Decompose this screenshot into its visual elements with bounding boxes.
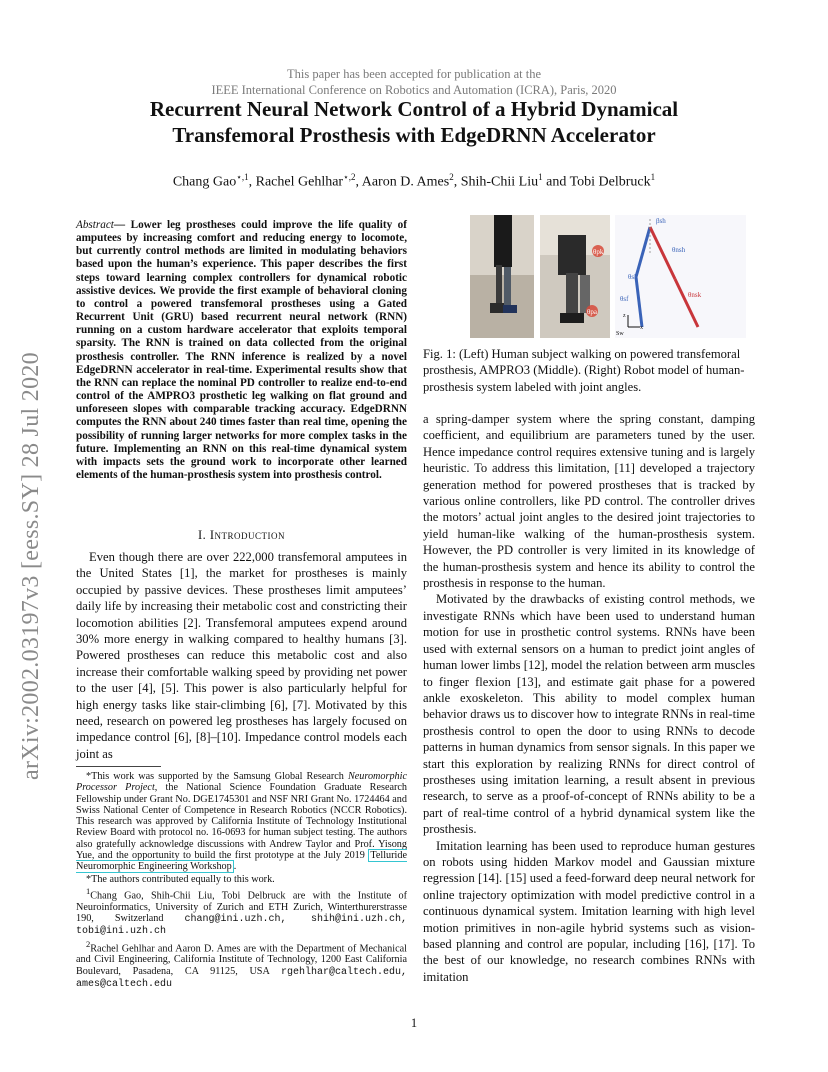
author-name: Rachel Gehlhar xyxy=(255,174,344,190)
author-name: Shih-Chii Liu xyxy=(460,174,539,190)
intro-paragraph-2: a spring-damper system where the spring constant, damping coefficient, and equilibrium are parameters tuned by the user. Hence impedance control requires extensive tuning and is largely heuristic. To address this limitation, [11] developed a trajectory generation method for powered prostheses that is tracked by various online controllers, like PD control. The controller drives the motors’ actual joint angles to the desired joint trajectories to yield human-like walking of the human-prosthesis system. However, the PD controller is very limited in its knowledge of the human-prosthesis system and hence its ability to control the prosthesis in response to the human. xyxy=(423,412,755,591)
author-name: Aaron D. Ames xyxy=(361,174,450,190)
abstract xyxy=(76,219,407,482)
intro-paragraph-1: Even though there are over 222,000 transfemoral amputees in the United States [1], the market for prostheses is mainly occupied by passive devices. These prostheses limit amputees’ daily life by increasing their metabolic cost and constricting their locomotion abilities [2]. Transfemoral amputees expend around 30% more energy in walking compared to healthy humans [3]. Powered prostheses can reduce this metabolic cost and also increase their comfortable walking speed by providing net power to the user [4], [5]. This power is also particularly helpful for high energy tasks like stair-climbing [6], [7]. Motivated by this need, research on powered leg prostheses has largely focused on impedance control [6], [8]–[10]. Impedance control models each joint as xyxy=(76,550,407,761)
author-affiliation: 2 xyxy=(449,172,454,182)
author-affiliation: 1 xyxy=(650,172,656,182)
title-line2: Transfemoral Prosthesis with EdgeDRNN Accelerator xyxy=(172,123,656,147)
author-affiliation: ⋆,1 xyxy=(236,172,249,182)
label-theta-sk: θsk xyxy=(628,273,638,281)
arxiv-identifier-stamp: arXiv:2002.03197v3 [eess.SY] 28 Jul 2020 xyxy=(18,352,44,780)
footnote-equal-contribution: *The authors contributed equally to this work. xyxy=(86,873,275,885)
affiliation-1-emails: chang@ini.uzh.ch, shih@ini.uzh.ch, tobi@ini.uzh.ch xyxy=(76,913,407,938)
author-list: Chang Gao$^{⋆,1}$, Rachel Gehlhar$^{⋆,2}$, Aaron D. Ames$^2$, Shih-Chii Liu$^1$ and Tobi Delbruck$^1$ xyxy=(172,172,656,190)
author-connector: and xyxy=(546,174,567,190)
label-axis-x: x xyxy=(640,325,643,331)
intro-paragraph-4: Imitation learning has been used to reproduce human gestures on robots using hidden Markov model and Gaussian mixture regression [14]. [15] used a feed-forward deep neural network for online trajectory optimization with model predictive control in a continuous dynamical system. Imitation learning with high level motion primitives in non-agile hybrid systems such as vision-based planning and control are popular, including [16], [17]. To the best of our knowledge, no research combines RNNs with imitation xyxy=(423,838,755,984)
author-name: Tobi Delbruck xyxy=(569,174,651,190)
label-theta-nsh: θnsh xyxy=(672,246,686,254)
author-affiliation: 1 xyxy=(538,172,543,182)
publication-note-line1: This paper has been accepted for publication at the xyxy=(286,67,542,81)
footnote-funding: *This work was supported by the Samsung Global Research Neuromorphic Processor Project, the National Science Foundation Graduate Research Fellowship under Grant No. DGE1745301 and NSF NRI Grant No. 1724464 and Swiss National Center of Competence in Research Robotics (NCCR Robotics). This research was approved by California Institute of Technology Institutional Review Board with protocol no. 16-0693 for human subject testing. The authors also gratefully acknowledge discussions with Andrew Taylor and Prof. Yisong Yue, and the opportunity to build the first prototype at the July 2019 Telluride Neuromorphic Engineering Workshop . xyxy=(76,771,407,873)
figure-1-caption: Fig. 1: (Left) Human subject walking on powered transfemoral prosthesis, AMPRO3 (Middle). (Right) Robot model of human-prosthesis system labeled with joint angles. xyxy=(423,347,745,394)
label-theta-nsk: θnsk xyxy=(688,291,702,299)
page-number: 1 xyxy=(410,1016,418,1030)
intro-paragraph-3: Motivated by the drawbacks of existing control methods, we investigate RNNs which have been used to understand human motion for use in prosthetic control systems. RNNs have been used with external sensors on a human to predict joint angles of human lower limbs [12], model the relation between arm muscles to finger flexion [13], and estimate gait phase for a powered ankle exoskeleton. This ability to model complex human behavior draws us to discover how to integrate RNNs in real-time prosthesis control to open the door to using RNNs to decode patterns in human dynamics from sensor signals. In this paper we start this exploration by realizing RNNs for direct control of prostheses using imitation learning, a result absent in previous research, to serve as a proof-of-concept of RNNs ability to be a part of real-time control of a hybrid dynamical system like the prosthesis. xyxy=(423,592,755,837)
intro-paragraph-left xyxy=(76,549,407,762)
section-number: I. xyxy=(197,528,207,542)
abstract-text: — Lower leg prostheses could improve the life quality of amputees by increasing comfort and reducing energy to locomote, but currently control methods are limited in modulating behaviors based upon the human’s experience. This paper describes the first steps toward learning complex controllers for dynamical robotic assistive devices. We provide the first example of behavioral cloning to control a powered transfemoral prostheses using a Gated Recurrent Unit (GRU) based recurrent neural network (RNN) running on a custom hardware accelerator that exploits temporal sparsity. The RNN is trained on data collected from the original prosthesis controller. The RNN inference is realized by a novel EdgeDRNN accelerator in real-time. Experimental results show that the RNN can replace the nominal PD controller to realize end-to-end control of the AMPRO3 prosthetic leg walking on flat ground and unforeseen slopes with comparable tracking accuracy. EdgeDRNN computes the RNN about 240 times faster than real time, opening the possibility of running larger networks for more complex tasks in the future. Implementing an RNN on this real-time dynamical system with impacts sets the ground work to incorporate other learned elements of the human-prosthesis system into prosthesis control. xyxy=(76,219,407,481)
label-beta-sh: βsh xyxy=(656,217,666,225)
intro-right-column xyxy=(423,411,755,985)
figure-1 xyxy=(470,215,746,338)
publication-note-line2: IEEE International Conference on Robotics and Automation (ICRA), Paris, 2020 xyxy=(211,83,617,97)
footnote-affiliation-2: $^2$Rachel Gehlhar and Aaron D. Ames are with the Department of Mechanical and Civil Engineering, California Institute of Technology, 1200 East California Boulevard, Pasadena, CA 91125, USA rgehlhar@caltech.edu, ames@caltech.edu xyxy=(76,938,407,990)
label-theta-pk: θpk xyxy=(593,248,604,256)
section-title: Introduction xyxy=(209,528,286,542)
author-affiliation: ⋆,2 xyxy=(343,172,356,182)
label-s-w: Sw xyxy=(616,331,624,337)
affiliation-2-emails: rgehlhar@caltech.edu, ames@caltech.edu xyxy=(76,966,407,990)
telluride-workshop-link[interactable]: Telluride Neuromorphic Engineering Workshop xyxy=(76,850,407,873)
label-theta-sf: θsf xyxy=(620,295,629,303)
author-name: Chang Gao xyxy=(172,174,237,190)
section-heading-introduction xyxy=(76,528,407,543)
footnote-divider xyxy=(76,766,161,767)
footnote-affiliation-1: $^1$Chang Gao, Shih-Chii Liu, Tobi Delbruck are with the Institute of Neuroinformatics, University of Zurich and ETH Zurich, Winterthurerstrasse 190, Switzerland chang@ini.uzh.ch, shih@ini.uzh.ch, tobi@ini.uzh.ch xyxy=(76,885,407,938)
title-line1: Recurrent Neural Network Control of a Hybrid Dynamical xyxy=(149,97,679,121)
footnotes xyxy=(76,771,407,991)
label-axis-z: z xyxy=(623,313,626,319)
paper-title xyxy=(60,96,768,148)
figure-1-image xyxy=(470,215,746,338)
abstract-label: Abstract xyxy=(76,219,114,231)
label-theta-pa: θpa xyxy=(587,308,597,316)
